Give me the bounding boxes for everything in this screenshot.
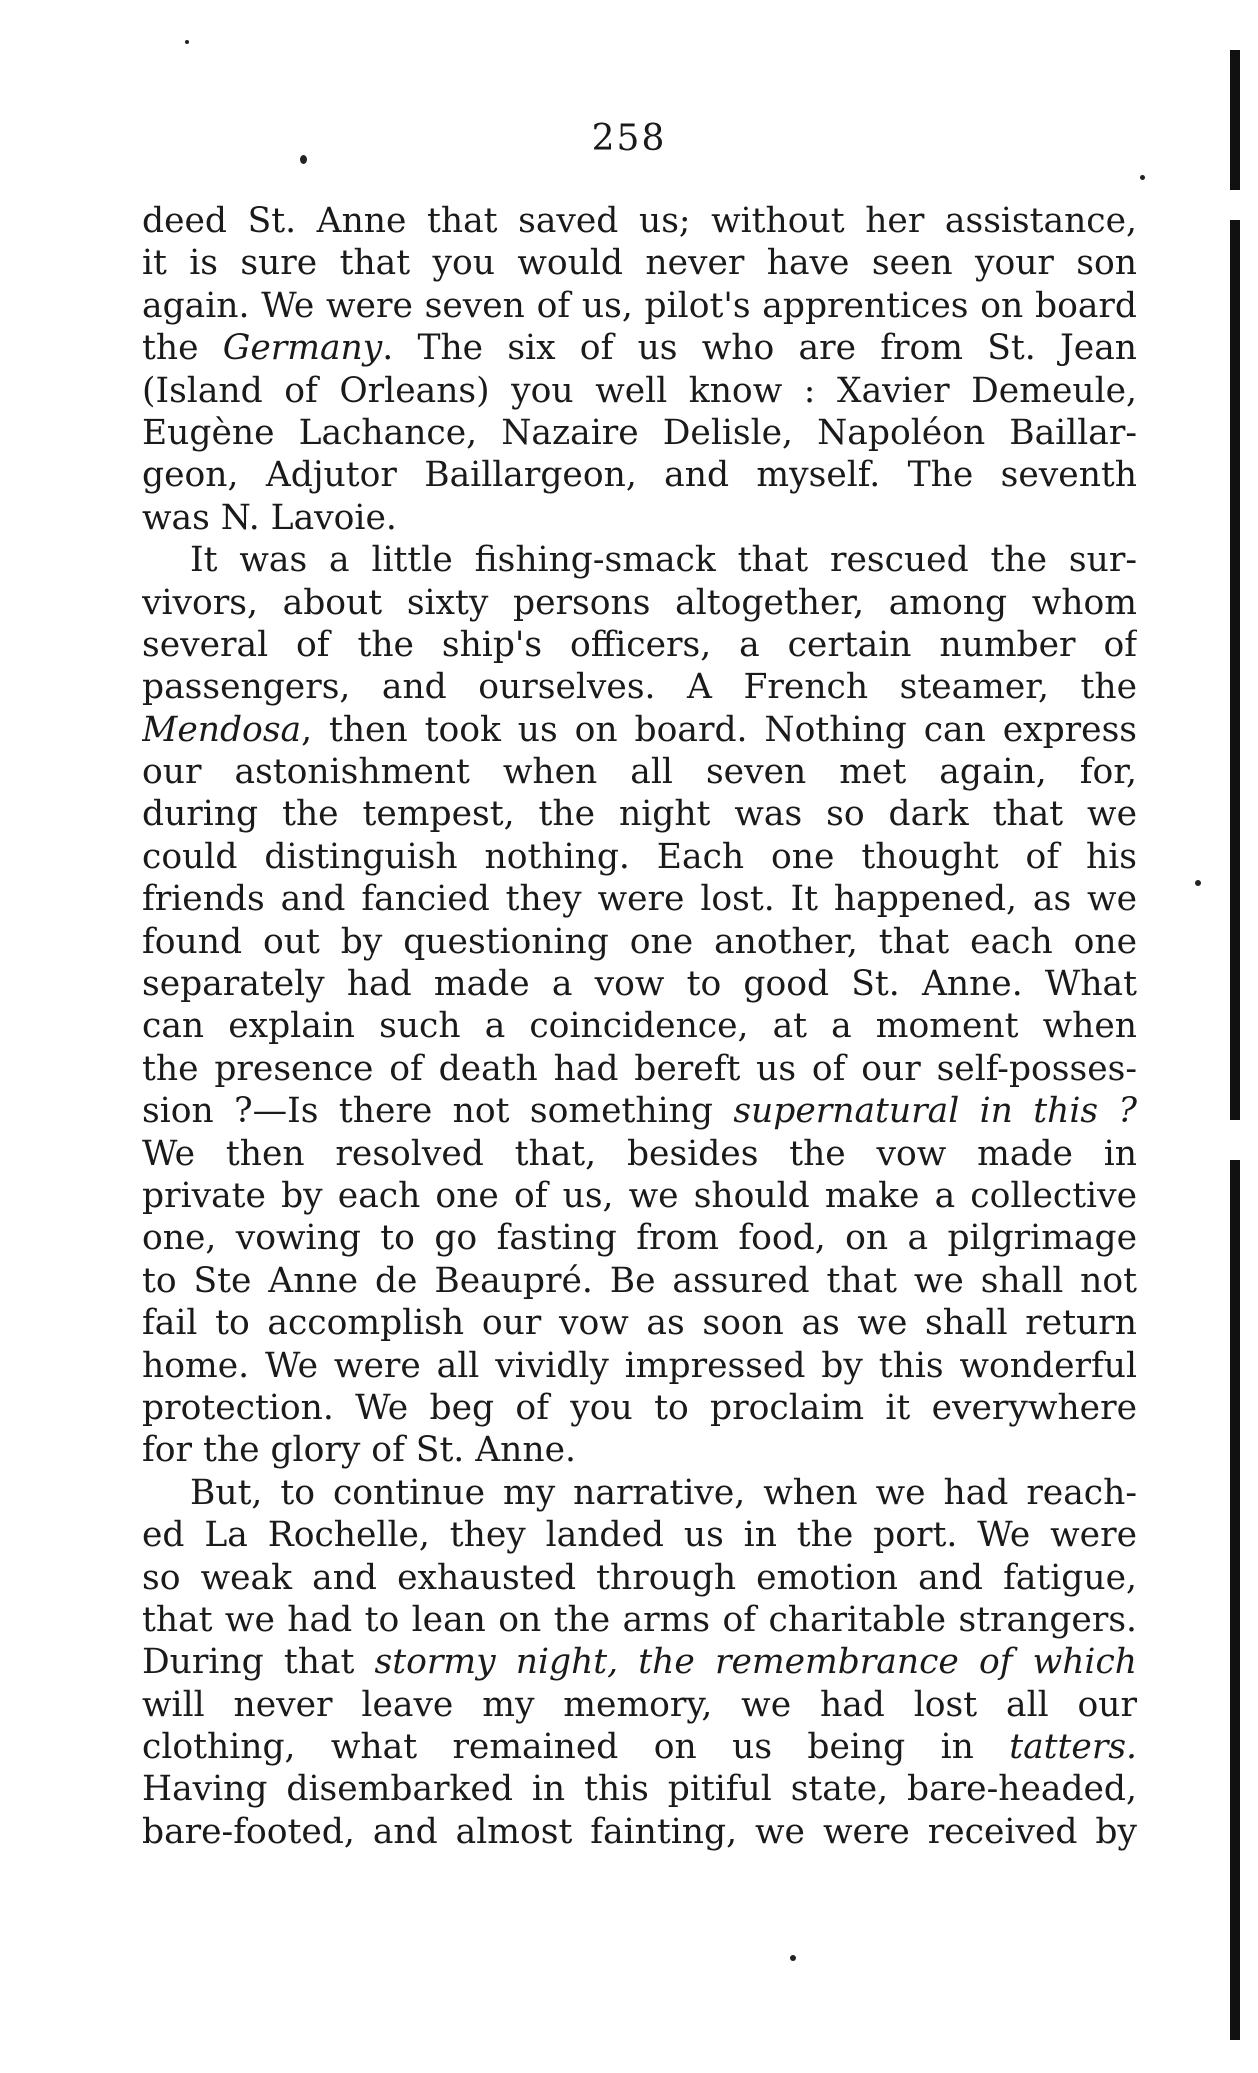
page-number: 258 <box>591 118 667 159</box>
text-line <box>142 1302 1137 1344</box>
text-run: sion ?—Is there not something <box>142 1091 734 1132</box>
text-run: bare-footed, and almost fainting, we were received by <box>142 1811 1137 1852</box>
italic-text: Mendosa <box>142 709 302 750</box>
text-line <box>142 1684 1137 1726</box>
binding-edge-rule <box>1230 50 1240 2040</box>
text-run: deed St. Anne that saved us; without her assistance, <box>142 201 1137 241</box>
text-run: vivors, about sixty persons altogether, among whom <box>142 582 1137 623</box>
text-run: geon, Adjutor Baillargeon, and myself. The seventh <box>142 455 1137 496</box>
text-run: It was a little fishing-smack that rescued the sur- <box>190 540 1137 581</box>
text-run: our astonishment when all seven met again, for, <box>142 752 1137 793</box>
text-line <box>142 878 1137 920</box>
italic-text: supernatural in this ? <box>733 1091 1137 1132</box>
text-run: for the glory of St. Anne. <box>142 1430 576 1471</box>
text-line <box>142 582 1137 624</box>
text-run: that we had to lean on the arms of charitable strangers. <box>142 1599 1137 1640</box>
text-run: . The six of us who are from St. Jean <box>382 328 1137 369</box>
text-run: to Ste Anne de Beaupré. Be assured that we shall not <box>142 1260 1137 1301</box>
print-speck <box>300 155 307 164</box>
text-run: But, to continue my narrative, when we had reach- <box>190 1472 1137 1513</box>
italic-text: tatters. <box>1009 1727 1137 1768</box>
text-line <box>142 1811 1137 1853</box>
text-line <box>142 242 1137 284</box>
text-run: (Island of Orleans) you well know : Xavier Demeule, <box>142 370 1137 411</box>
binding-edge-gap <box>1228 190 1242 220</box>
text-line <box>142 200 1137 242</box>
text-line <box>142 1641 1137 1683</box>
text-line <box>142 709 1137 751</box>
text-run: could distinguish nothing. Each one thought of his <box>142 836 1137 877</box>
text-line <box>142 1133 1137 1175</box>
text-run: ed La Rochelle, they landed us in the port. We were <box>142 1515 1137 1556</box>
text-line <box>142 370 1137 412</box>
print-speck <box>185 40 189 44</box>
text-line <box>142 836 1137 878</box>
text-line <box>142 1260 1137 1302</box>
text-line <box>142 793 1137 835</box>
text-run: during the tempest, the night was so dark that we <box>142 794 1137 835</box>
text-line <box>142 1090 1137 1132</box>
text-run: one, vowing to go fasting from food, on a pilgrimage <box>142 1218 1137 1259</box>
text-run: passengers, and ourselves. A French steamer, the <box>142 667 1137 708</box>
text-line <box>142 285 1137 327</box>
print-speck <box>1195 880 1201 886</box>
text-line <box>142 1599 1137 1641</box>
text-run: the presence of death had bereft us of our self-posses- <box>142 1048 1137 1089</box>
text-line <box>142 1175 1137 1217</box>
text-run: Eugène Lachance, Nazaire Delisle, Napoléon Baillar- <box>142 412 1137 453</box>
text-line <box>142 1345 1137 1387</box>
text-line <box>142 963 1137 1005</box>
text-line <box>142 1048 1137 1090</box>
text-run: We then resolved that, besides the vow made in <box>142 1133 1137 1174</box>
text-run: found out by questioning one another, that each one <box>142 921 1137 962</box>
binding-edge-gap <box>1228 1120 1242 1160</box>
text-line <box>142 327 1137 369</box>
text-line <box>142 666 1137 708</box>
text-line <box>142 497 1137 539</box>
text-run: home. We were all vividly impressed by this wonderful <box>142 1345 1137 1386</box>
text-line <box>142 1387 1137 1429</box>
text-line <box>142 1514 1137 1556</box>
text-run: it is sure that you would never have seen your son <box>142 243 1137 284</box>
print-speck <box>790 1955 796 1961</box>
text-run: several of the ship's officers, a certain number of <box>142 624 1137 665</box>
text-run: Having disembarked in this pitiful state, bare-headed, <box>142 1769 1137 1810</box>
text-run: the <box>142 328 223 369</box>
text-run: separately had made a vow to good St. Anne. What <box>142 964 1137 1005</box>
text-line <box>142 1217 1137 1259</box>
text-line <box>142 454 1137 496</box>
text-run: , then took us on board. Nothing can express <box>301 709 1137 750</box>
body-text <box>142 200 1137 1853</box>
text-run: protection. We beg of you to proclaim it everywhere <box>142 1387 1137 1428</box>
text-run: again. We were seven of us, pilot's apprentices on board <box>142 285 1137 326</box>
text-run: can explain such a coincidence, at a moment when <box>142 1006 1137 1047</box>
text-line <box>142 539 1137 581</box>
text-line <box>142 1726 1137 1768</box>
text-line <box>142 1429 1137 1471</box>
text-line <box>142 412 1137 454</box>
text-run: friends and fancied they were lost. It happened, as we <box>142 879 1137 920</box>
text-run: private by each one of us, we should make a collective <box>142 1175 1137 1216</box>
text-run: will never leave my memory, we had lost all our <box>142 1684 1137 1725</box>
text-line <box>142 1557 1137 1599</box>
text-run: clothing, what remained on us being in <box>142 1727 1010 1768</box>
text-line <box>142 921 1137 963</box>
text-line <box>142 1005 1137 1047</box>
print-speck <box>1140 175 1145 180</box>
text-line <box>142 1472 1137 1514</box>
text-run: During that <box>142 1642 375 1683</box>
italic-text: stormy night, the remembrance of which <box>374 1642 1137 1683</box>
italic-text: Germany <box>222 328 383 369</box>
text-run: was N. Lavoie. <box>142 497 397 538</box>
text-line <box>142 624 1137 666</box>
text-line <box>142 751 1137 793</box>
text-run: fail to accomplish our vow as soon as we shall return <box>142 1303 1137 1344</box>
text-line <box>142 1768 1137 1810</box>
text-run: so weak and exhausted through emotion and fatigue, <box>142 1557 1137 1598</box>
